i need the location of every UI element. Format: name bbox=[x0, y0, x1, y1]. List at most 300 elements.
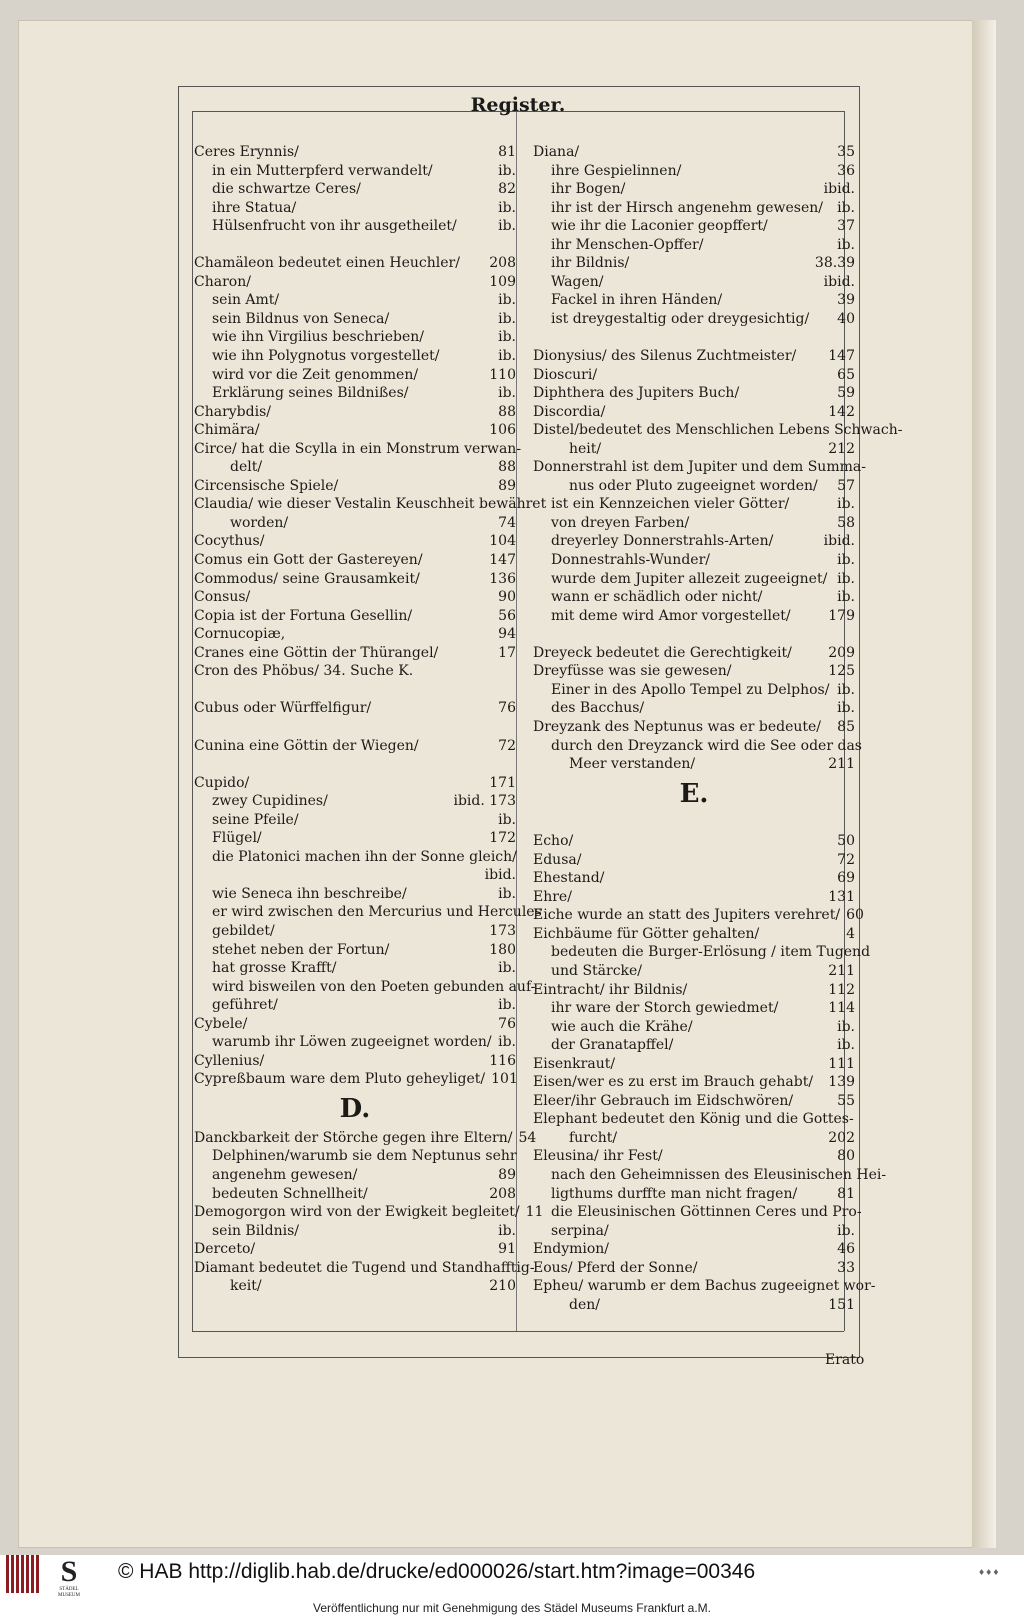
entry-text: Eisen/wer es zu erst im Brauch gehabt/ bbox=[533, 1074, 814, 1091]
index-entry bbox=[194, 885, 516, 904]
entry-text: wie ihn Polygnotus vorgestellet/ bbox=[212, 348, 440, 365]
entry-page: ib. bbox=[498, 292, 516, 309]
index-entry bbox=[194, 1222, 516, 1241]
index-entry bbox=[533, 421, 903, 440]
entry-page: ib. bbox=[498, 162, 516, 179]
entry-text: Charybdis/ bbox=[194, 403, 271, 420]
entry-page: 65 bbox=[837, 366, 855, 383]
entry-page: ib. bbox=[837, 552, 855, 569]
index-entry bbox=[194, 959, 516, 978]
spacer bbox=[194, 681, 516, 700]
entry-page: ib. bbox=[498, 885, 516, 902]
entry-text: furcht/ bbox=[569, 1129, 618, 1146]
entry-text: Dionysius/ des Silenus Zuchtmeister/ bbox=[533, 348, 797, 365]
entry-text: sein Bildnus von Seneca/ bbox=[212, 310, 390, 327]
entry-page: 39 bbox=[837, 292, 855, 309]
index-entry bbox=[533, 514, 855, 533]
index-entry bbox=[194, 384, 516, 403]
entry-text: Cron des Phöbus/ 34. Suche K. bbox=[194, 663, 414, 680]
entry-page: ib. bbox=[498, 997, 516, 1014]
spacer bbox=[194, 236, 516, 255]
index-entry bbox=[533, 832, 855, 851]
entry-text: Dreyeck bedeutet die Gerechtigkeit/ bbox=[533, 644, 792, 661]
entry-text: mit deme wird Amor vorgestellet/ bbox=[551, 607, 791, 624]
entry-text: die Eleusinischen Göttinnen Ceres und Pro- bbox=[551, 1204, 862, 1221]
index-entry bbox=[194, 996, 516, 1015]
entry-text: Eichbäume für Götter gehalten/ bbox=[533, 925, 760, 942]
entry-text: wird vor die Zeit genommen/ bbox=[212, 366, 419, 383]
entry-page: 56 bbox=[498, 607, 516, 624]
index-entry bbox=[533, 699, 855, 718]
entry-page: ib. bbox=[837, 496, 855, 513]
entry-text: warumb ihr Löwen zugeeignet worden/ bbox=[212, 1034, 492, 1051]
entry-page: 131 bbox=[828, 888, 855, 905]
index-entry bbox=[533, 1073, 855, 1092]
index-entry bbox=[194, 903, 542, 922]
index-entry bbox=[194, 310, 516, 329]
entry-page: 173 bbox=[489, 922, 516, 939]
entry-text: die Platonici machen ihn der Sonne gleich/ bbox=[212, 848, 517, 865]
entry-page: ib. bbox=[837, 1018, 855, 1035]
index-entry bbox=[533, 1092, 855, 1111]
index-entry bbox=[194, 1033, 516, 1052]
entry-text: serpina/ bbox=[551, 1222, 609, 1239]
index-entry bbox=[533, 662, 855, 681]
index-entry bbox=[533, 347, 855, 366]
entry-text: Cunina eine Göttin der Wiegen/ bbox=[194, 737, 419, 754]
entry-page: ib. bbox=[837, 236, 855, 253]
entry-text: Cupido/ bbox=[194, 774, 250, 791]
entry-page: 38.39 bbox=[814, 255, 855, 272]
entry-text: Diphthera des Jupiters Buch/ bbox=[533, 385, 740, 402]
entry-page: 209 bbox=[828, 644, 855, 661]
index-entry bbox=[194, 1240, 516, 1259]
entry-text: wie auch die Krähe/ bbox=[551, 1018, 693, 1035]
entry-page: ibid. bbox=[823, 273, 855, 290]
entry-text: Demogorgon wird von der Ewigkeit begleitet/ bbox=[194, 1204, 520, 1221]
entry-text: der Granatapffel/ bbox=[551, 1037, 674, 1054]
entry-page: 91 bbox=[498, 1241, 516, 1258]
index-entry bbox=[533, 943, 871, 962]
entry-text: angenehm gewesen/ bbox=[212, 1166, 358, 1183]
index-entry bbox=[194, 829, 516, 848]
frame-rule-left bbox=[192, 111, 193, 1331]
entry-text: Ehre/ bbox=[533, 888, 572, 905]
entry-page: 212 bbox=[828, 440, 855, 457]
entry-page: ib. bbox=[498, 385, 516, 402]
entry-page: ib. bbox=[837, 681, 855, 698]
index-entry bbox=[194, 1147, 516, 1166]
index-entry bbox=[533, 906, 864, 925]
index-entry bbox=[533, 888, 855, 907]
index-entry bbox=[194, 532, 516, 551]
entry-text: ihr ware der Storch gewiedmet/ bbox=[551, 1000, 779, 1017]
entry-text: sein Bildnis/ bbox=[212, 1222, 300, 1239]
index-entry bbox=[533, 1055, 855, 1074]
entry-text: Copia ist der Fortuna Gesellin/ bbox=[194, 607, 413, 624]
entry-text: Charon/ bbox=[194, 273, 251, 290]
entry-page: 89 bbox=[498, 477, 516, 494]
index-entry bbox=[194, 1166, 516, 1185]
index-entry bbox=[533, 1147, 855, 1166]
entry-text: Ehestand/ bbox=[533, 870, 605, 887]
index-entry bbox=[194, 180, 516, 199]
entry-text: die schwartze Ceres/ bbox=[212, 181, 361, 198]
entry-text: Cyllenius/ bbox=[194, 1052, 265, 1069]
index-entry bbox=[194, 217, 516, 236]
catchword: Erato bbox=[825, 1352, 865, 1368]
entry-text: Claudia/ wie dieser Vestalin Keuschheit bewähret bbox=[194, 496, 547, 513]
entry-page: 81 bbox=[837, 1185, 855, 1202]
index-entry bbox=[194, 162, 516, 181]
entry-page: 125 bbox=[828, 663, 855, 680]
index-entry bbox=[194, 1277, 516, 1296]
page-edge bbox=[972, 20, 996, 1548]
entry-page: 88 bbox=[498, 403, 516, 420]
entry-text: Chimära/ bbox=[194, 422, 260, 439]
entry-text: ligthums durffte man nicht fragen/ bbox=[551, 1185, 798, 1202]
entry-text: Cypreßbaum ware dem Pluto geheyliget/ bbox=[194, 1071, 486, 1088]
entry-text: ihr Bogen/ bbox=[551, 181, 626, 198]
entry-text: Erklärung seines Bildnißes/ bbox=[212, 385, 409, 402]
entry-text: keit/ bbox=[230, 1278, 262, 1295]
entry-page: ib. bbox=[498, 218, 516, 235]
entry-page: 40 bbox=[837, 310, 855, 327]
entry-text: Circensische Spiele/ bbox=[194, 477, 339, 494]
entry-text: Cybele/ bbox=[194, 1015, 248, 1032]
index-entry bbox=[533, 1110, 855, 1129]
entry-page: 35 bbox=[837, 144, 855, 160]
entry-text: nus oder Pluto zugeeignet worden/ bbox=[569, 477, 818, 494]
entry-text: gebildet/ bbox=[212, 922, 275, 939]
entry-text: wie Seneca ihn beschreibe/ bbox=[212, 885, 407, 902]
index-entry bbox=[533, 1259, 855, 1278]
entry-text: delt/ bbox=[230, 459, 263, 476]
index-entry bbox=[533, 718, 855, 737]
frame-rule-bottom bbox=[192, 1331, 844, 1332]
index-entry bbox=[533, 1240, 855, 1259]
entry-page: ib. bbox=[498, 1034, 516, 1051]
entry-page: 136 bbox=[489, 570, 516, 587]
index-entry bbox=[533, 570, 855, 589]
index-entry bbox=[533, 440, 855, 459]
entry-text: nach den Geheimnissen des Eleusinischen Hei- bbox=[551, 1166, 887, 1183]
entry-text: zwey Cupidines/ bbox=[212, 793, 328, 810]
entry-text: Cocythus/ bbox=[194, 533, 265, 550]
page-title: Register. bbox=[470, 94, 566, 116]
index-entry bbox=[533, 1222, 855, 1241]
index-entry bbox=[533, 1036, 855, 1055]
index-entry bbox=[194, 737, 516, 756]
index-entry bbox=[194, 328, 516, 347]
entry-page: 50 bbox=[837, 833, 855, 850]
entry-text: ihr Menschen-Opffer/ bbox=[551, 236, 704, 253]
entry-page: 109 bbox=[489, 273, 516, 290]
index-entry bbox=[533, 477, 855, 496]
entry-page: 36 bbox=[837, 162, 855, 179]
entry-page: 142 bbox=[828, 403, 855, 420]
index-entry bbox=[533, 1018, 855, 1037]
entry-page: 211 bbox=[828, 962, 855, 979]
entry-page: 80 bbox=[837, 1148, 855, 1165]
staedel-logo bbox=[56, 1555, 82, 1598]
index-entry bbox=[533, 1277, 876, 1296]
entry-text: Flügel/ bbox=[212, 830, 262, 847]
entry-page: 171 bbox=[489, 774, 516, 791]
index-entry bbox=[194, 1203, 544, 1222]
entry-text: Cubus oder Würffelfigur/ bbox=[194, 700, 372, 717]
entry-page: 11 bbox=[525, 1204, 544, 1221]
publication-notice: Veröffentlichung nur mit Genehmigung des Städel Museums Frankfurt a.M. bbox=[313, 1601, 711, 1615]
entry-page: 57 bbox=[837, 477, 855, 494]
entry-page: 147 bbox=[489, 552, 516, 569]
entry-text: Eintracht/ ihr Bildnis/ bbox=[533, 981, 688, 998]
entry-page: 110 bbox=[489, 366, 516, 383]
entry-text: Dreyfüsse was sie gewesen/ bbox=[533, 663, 732, 680]
entry-page: ibid. bbox=[823, 181, 855, 198]
entry-page: ib. bbox=[837, 589, 855, 606]
spacer bbox=[194, 718, 516, 737]
entry-text: Circe/ hat die Scylla in ein Monstrum verwan- bbox=[194, 440, 522, 457]
index-entry bbox=[533, 1296, 855, 1315]
index-entry bbox=[533, 737, 862, 756]
entry-text: Epheu/ warumb er dem Bachus zugeeignet wor- bbox=[533, 1278, 876, 1295]
entry-text: wurde dem Jupiter allezeit zugeeignet/ bbox=[551, 570, 828, 587]
entry-text: sein Amt/ bbox=[212, 292, 280, 309]
entry-text: Cranes eine Göttin der Thürangel/ bbox=[194, 644, 439, 661]
entry-page: 111 bbox=[828, 1055, 855, 1072]
entry-text: ihr ist der Hirsch angenehm gewesen/ bbox=[551, 199, 824, 216]
entry-text: heit/ bbox=[569, 440, 602, 457]
entry-page: 46 bbox=[837, 1241, 855, 1258]
index-entry bbox=[533, 962, 855, 981]
entry-text: Donnestrahls-Wunder/ bbox=[551, 552, 710, 569]
entry-text: in ein Mutterpferd verwandelt/ bbox=[212, 162, 433, 179]
index-entry bbox=[194, 421, 516, 440]
entry-page: 76 bbox=[498, 700, 516, 717]
index-entry bbox=[533, 607, 855, 626]
section-heading: D. bbox=[339, 1093, 371, 1124]
index-entry bbox=[533, 755, 855, 774]
index-entry bbox=[194, 1259, 535, 1278]
entry-page: 211 bbox=[828, 756, 855, 773]
entry-text: bedeuten Schnellheit/ bbox=[212, 1185, 368, 1202]
entry-text: Diana/ bbox=[533, 144, 580, 160]
index-entry bbox=[194, 458, 516, 477]
entry-page: 180 bbox=[489, 941, 516, 958]
index-entry bbox=[194, 199, 516, 218]
entry-text: ihre Gespielinnen/ bbox=[551, 162, 682, 179]
entry-text: ist dreygestaltig oder dreygesichtig/ bbox=[551, 310, 810, 327]
entry-text: wann er schädlich oder nicht/ bbox=[551, 589, 763, 606]
index-entry bbox=[194, 366, 516, 385]
index-entry bbox=[533, 925, 855, 944]
entry-page: 106 bbox=[489, 422, 516, 439]
index-entry bbox=[194, 291, 516, 310]
entry-text: Fackel in ihren Händen/ bbox=[551, 292, 723, 309]
page-tag: ♦♦♦ bbox=[978, 1568, 1000, 1577]
entry-page: 172 bbox=[489, 830, 516, 847]
index-entry bbox=[533, 532, 855, 551]
index-entry bbox=[194, 440, 522, 459]
entry-text: Eiche wurde an statt des Jupiters verehret/ bbox=[533, 907, 841, 924]
entry-page: ib. bbox=[837, 1037, 855, 1054]
entry-page: 89 bbox=[498, 1166, 516, 1183]
entry-page: 33 bbox=[837, 1259, 855, 1276]
entry-text: Commodus/ seine Grausamkeit/ bbox=[194, 570, 420, 587]
entry-text: Wagen/ bbox=[551, 273, 604, 290]
index-entry bbox=[194, 570, 516, 589]
index-entry bbox=[533, 981, 855, 1000]
index-entry bbox=[533, 291, 855, 310]
entry-text: seine Pfeile/ bbox=[212, 811, 299, 828]
entry-text: Consus/ bbox=[194, 589, 251, 606]
entry-text: Distel/bedeutet des Menschlichen Lebens Schwach- bbox=[533, 422, 903, 439]
index-entry bbox=[533, 681, 855, 700]
index-entry bbox=[533, 1185, 855, 1204]
entry-page: 17 bbox=[498, 644, 516, 661]
index-entry bbox=[533, 551, 855, 570]
entry-text: Eleusina/ ihr Fest/ bbox=[533, 1148, 663, 1165]
entry-page: 76 bbox=[498, 1015, 516, 1032]
entry-page: ibid. 173 bbox=[453, 793, 516, 810]
entry-page: 101 bbox=[491, 1071, 518, 1088]
index-entry bbox=[533, 1166, 887, 1185]
entry-page: ib. bbox=[498, 1222, 516, 1239]
entry-page: 147 bbox=[828, 348, 855, 365]
entry-page: ib. bbox=[837, 199, 855, 216]
index-entry bbox=[533, 199, 855, 218]
staedel-logo-letter: S bbox=[60, 1555, 78, 1588]
index-entry bbox=[194, 477, 516, 496]
index-entry bbox=[533, 180, 855, 199]
index-entry bbox=[194, 254, 516, 273]
entry-text: Elephant bedeutet den König und die Gottes- bbox=[533, 1111, 854, 1128]
entry-text: Donnerstrahl ist dem Jupiter und dem Summa- bbox=[533, 459, 866, 476]
index-entry bbox=[533, 236, 855, 255]
index-entry bbox=[194, 273, 516, 292]
index-entry bbox=[194, 662, 516, 681]
index-entry bbox=[533, 366, 855, 385]
index-entry bbox=[533, 1129, 855, 1148]
entry-page: 116 bbox=[489, 1052, 516, 1069]
entry-text: Hülsenfrucht von ihr ausgetheilet/ bbox=[212, 218, 457, 235]
entry-text: von dreyen Farben/ bbox=[551, 514, 690, 531]
copyright-link[interactable]: © HAB http://diglib.hab.de/drucke/ed000026/start.htm?image=00346 bbox=[118, 1560, 756, 1583]
index-entry bbox=[194, 495, 547, 514]
index-entry bbox=[194, 848, 516, 867]
entry-text: wie ihr die Laconier geopffert/ bbox=[551, 218, 768, 235]
entry-text: ist ein Kennzeichen vieler Götter/ bbox=[551, 496, 790, 513]
entry-text: Ceres Erynnis/ bbox=[194, 144, 299, 160]
index-entry bbox=[533, 1203, 862, 1222]
entry-text: ihr Bildnis/ bbox=[551, 255, 630, 272]
index-entry bbox=[194, 551, 516, 570]
entry-text: geführet/ bbox=[212, 997, 278, 1014]
entry-text: dreyerley Donnerstrahls-Arten/ bbox=[551, 533, 774, 550]
entry-page: 4 bbox=[846, 925, 855, 942]
index-entry bbox=[194, 607, 516, 626]
entry-text: Eous/ Pferd der Sonne/ bbox=[533, 1259, 698, 1276]
entry-page: 54 bbox=[518, 1129, 537, 1146]
entry-page: 179 bbox=[828, 607, 855, 624]
entry-page: 94 bbox=[498, 626, 516, 643]
index-entry bbox=[194, 792, 516, 811]
entry-page: 74 bbox=[498, 514, 516, 531]
entry-page: 82 bbox=[498, 181, 516, 198]
entry-text: Eisenkraut/ bbox=[533, 1055, 616, 1072]
index-entry bbox=[533, 851, 855, 870]
entry-text: worden/ bbox=[230, 514, 289, 531]
entry-page: ib. bbox=[837, 1222, 855, 1239]
library-logo bbox=[6, 1555, 46, 1593]
entry-page: 90 bbox=[498, 589, 516, 606]
entry-text: hat grosse Krafft/ bbox=[212, 960, 337, 977]
index-entry bbox=[194, 143, 516, 162]
index-entry bbox=[533, 644, 855, 663]
index-entry bbox=[533, 143, 855, 162]
index-entry bbox=[533, 869, 855, 888]
entry-text: Comus ein Gott der Gastereyen/ bbox=[194, 552, 423, 569]
entry-text: wird bisweilen von den Poeten gebunden auf- bbox=[212, 978, 536, 995]
index-entry bbox=[533, 999, 855, 1018]
entry-text: Meer verstanden/ bbox=[569, 756, 696, 773]
index-entry bbox=[533, 384, 855, 403]
entry-page: 37 bbox=[837, 218, 855, 235]
index-entry bbox=[194, 811, 516, 830]
entry-page: ib. bbox=[498, 960, 516, 977]
entry-page: 151 bbox=[828, 1296, 855, 1313]
index-entry bbox=[194, 866, 516, 885]
entry-text: Endymion/ bbox=[533, 1241, 610, 1258]
entry-page: ib. bbox=[837, 700, 855, 717]
entry-text: stehet neben der Fortun/ bbox=[212, 941, 390, 958]
entry-page: ib. bbox=[837, 570, 855, 587]
entry-page: 69 bbox=[837, 870, 855, 887]
entry-page: 114 bbox=[828, 1000, 855, 1017]
entry-text: Einer in des Apollo Tempel zu Delphos/ bbox=[551, 681, 830, 698]
entry-page: 55 bbox=[837, 1092, 855, 1109]
section-heading: E. bbox=[679, 778, 709, 809]
entry-page: 139 bbox=[828, 1074, 855, 1091]
index-entry bbox=[194, 1052, 516, 1071]
entry-page: 72 bbox=[837, 851, 855, 868]
entry-text: Discordia/ bbox=[533, 403, 606, 420]
index-entry bbox=[194, 941, 516, 960]
entry-text: Dioscuri/ bbox=[533, 366, 598, 383]
entry-page: 58 bbox=[837, 514, 855, 531]
index-entry bbox=[194, 403, 516, 422]
entry-page: 104 bbox=[489, 533, 516, 550]
index-entry bbox=[194, 347, 516, 366]
index-entry bbox=[194, 922, 516, 941]
index-entry bbox=[194, 978, 536, 997]
entry-page: 210 bbox=[489, 1278, 516, 1295]
entry-text: Derceto/ bbox=[194, 1241, 256, 1258]
entry-page: ib. bbox=[498, 811, 516, 828]
entry-text: er wird zwischen den Mercurius und Hercules bbox=[212, 904, 542, 921]
index-entry bbox=[194, 514, 516, 533]
index-entry bbox=[533, 588, 855, 607]
spacer bbox=[533, 328, 855, 347]
entry-text: wie ihn Virgilius beschrieben/ bbox=[212, 329, 424, 346]
index-entry bbox=[533, 310, 855, 329]
entry-text: ihre Statua/ bbox=[212, 199, 297, 216]
entry-page: ib. bbox=[498, 310, 516, 327]
entry-text: Danckbarkeit der Störche gegen ihre Eltern/ bbox=[194, 1129, 513, 1146]
index-entry bbox=[194, 1070, 516, 1089]
spacer bbox=[533, 814, 855, 833]
